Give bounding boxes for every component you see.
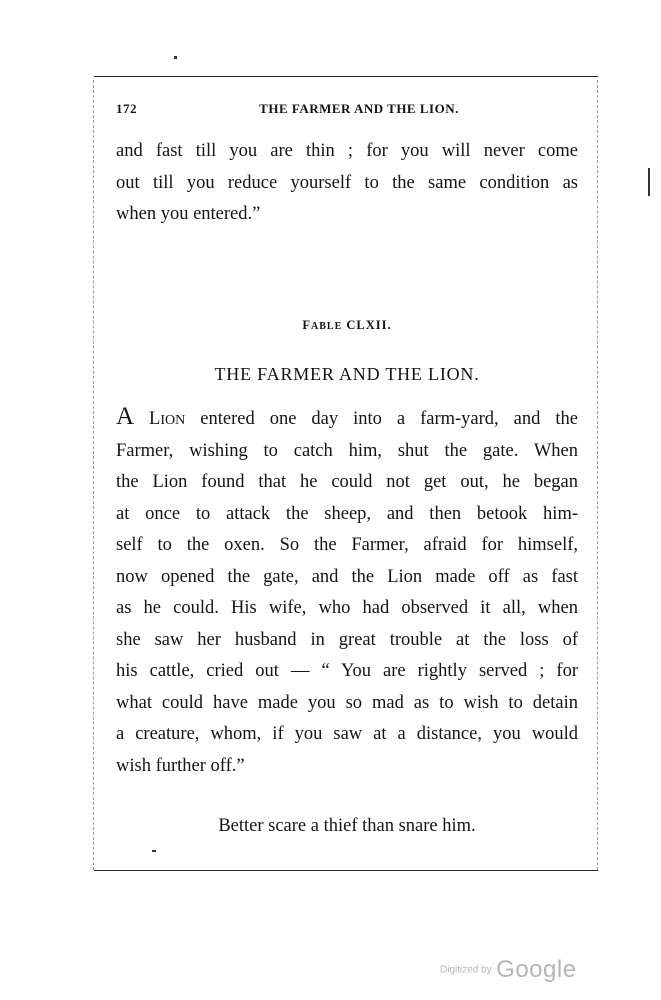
right-margin-line xyxy=(597,80,598,870)
fable-label-number: CLXII. xyxy=(342,318,392,332)
fable-body xyxy=(116,404,578,782)
drop-cap: A xyxy=(116,403,135,430)
left-margin-line xyxy=(93,80,94,870)
text-line: the Lion found that he could not get out, he began xyxy=(116,472,578,492)
ink-speck xyxy=(174,56,177,59)
digitized-by-text: Digitized by xyxy=(440,964,492,976)
text-line: when you entered.” xyxy=(116,204,261,224)
bottom-border-rule xyxy=(94,870,598,871)
top-border-rule xyxy=(94,76,598,77)
text-line-first xyxy=(116,404,578,436)
text-line: his cattle, cried out — “ You are rightly served ; for xyxy=(116,661,578,681)
text-line: what could have made you so mad as to wish to detain xyxy=(116,692,578,713)
text-line: now opened the gate, and the Lion made off as fast xyxy=(116,566,578,587)
text-line: wish further off.” xyxy=(116,755,245,776)
google-logo: Google xyxy=(496,956,577,983)
text-line: a creature, whom, if you saw at a distance, you would xyxy=(116,724,578,744)
fable-label-smallcaps: ABLE xyxy=(311,321,343,332)
fable-moral: Better scare a thief than snare him. xyxy=(218,816,476,836)
text-line: Farmer, wishing to catch him, shut the gate. When xyxy=(116,440,578,461)
fable-label-initial: F xyxy=(302,318,312,332)
fable-number xyxy=(116,318,578,333)
text-line: and fast till you are thin ; for you will never come xyxy=(116,141,578,161)
ink-speck xyxy=(152,850,156,852)
page-header xyxy=(116,101,576,121)
page-number: 172 xyxy=(116,101,137,116)
fable-title: THE FARMER AND THE LION. xyxy=(214,364,480,384)
running-title: THE FARMER AND THE LION. xyxy=(259,101,459,116)
text-line: out till you reduce yourself to the same condition as xyxy=(116,172,578,193)
text-line: at once to attack the sheep, and then betook him- xyxy=(116,503,578,524)
digitized-watermark xyxy=(440,956,577,984)
text-line: she saw her husband in great trouble at the loss of xyxy=(116,629,578,650)
text-line: as he could. His wife, who had observed it all, when xyxy=(116,598,578,618)
text-line: self to the oxen. So the Farmer, afraid for himself, xyxy=(116,535,578,555)
continuation-text xyxy=(116,136,578,231)
first-word-smallcaps: ION xyxy=(160,413,186,428)
ink-speck xyxy=(648,168,650,196)
first-word-cap: L xyxy=(134,409,161,429)
first-line-rest: entered one day into a farm-yard, and the xyxy=(185,409,578,429)
